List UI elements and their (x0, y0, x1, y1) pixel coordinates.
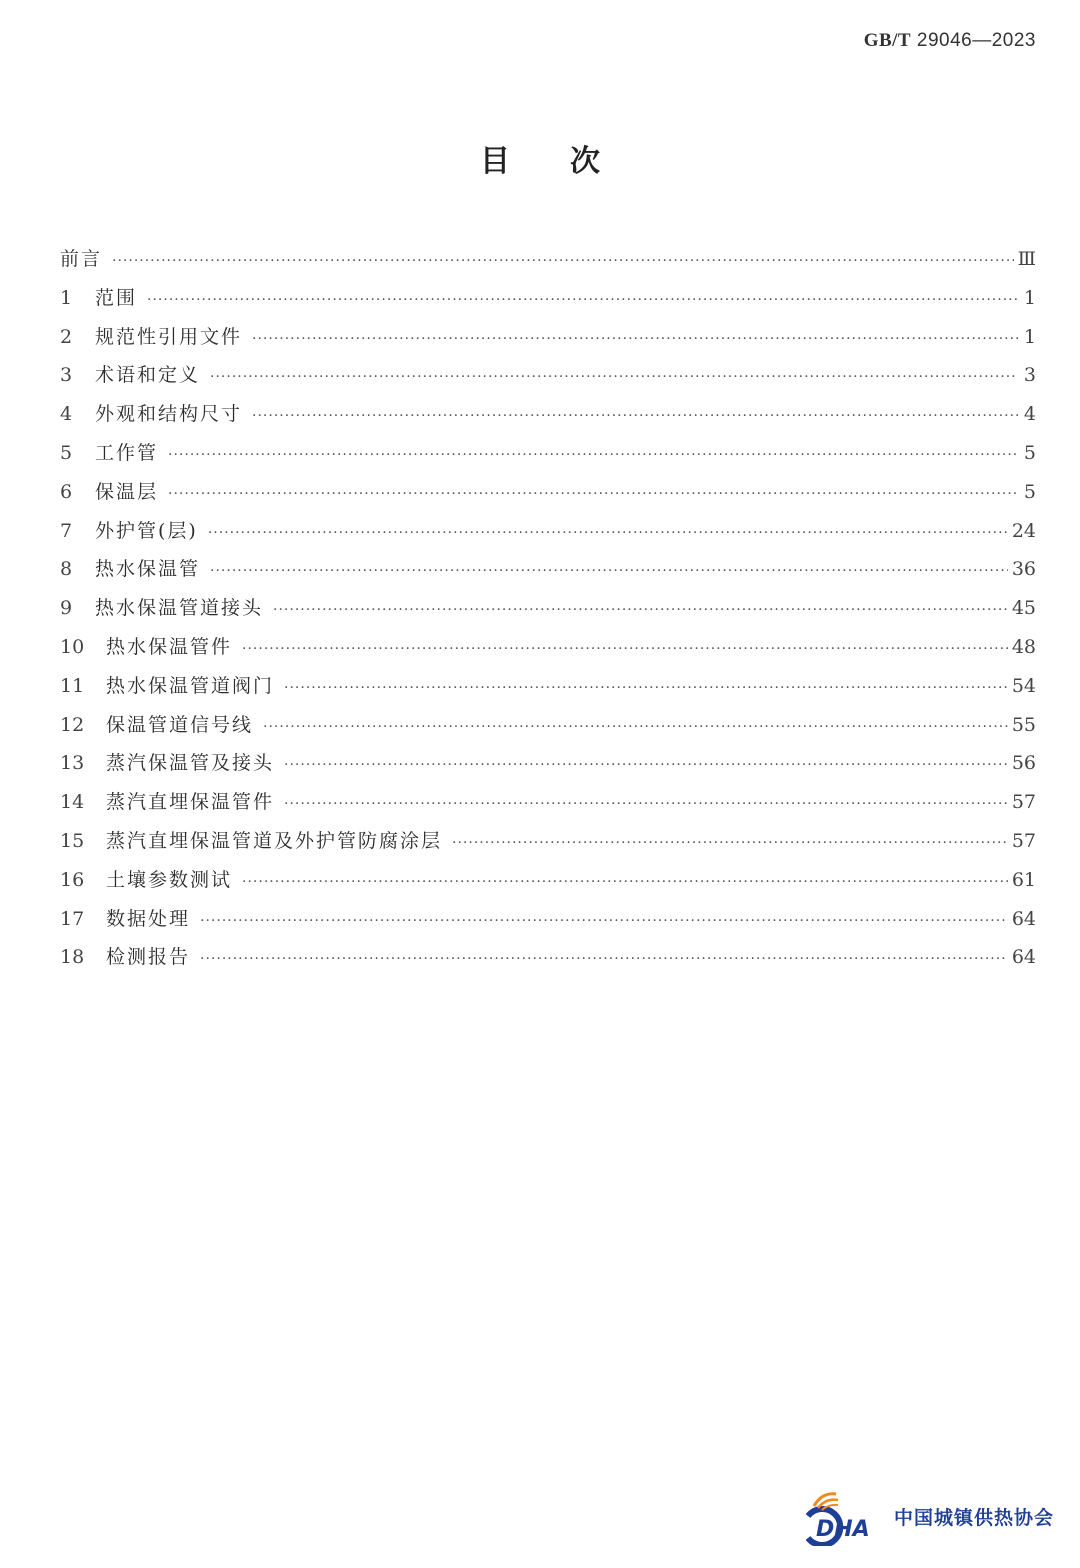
toc-entry[interactable] (60, 861, 1036, 900)
toc-entry-title: 术语和定义 (95, 364, 201, 387)
toc-entry[interactable] (60, 900, 1036, 939)
toc-entry-title: 热水保温管 (95, 558, 201, 581)
toc-entry-number: 10 (60, 635, 85, 658)
toc-dot-leader (252, 320, 1018, 359)
toc-entry-number: 9 (60, 597, 73, 620)
toc-entry-title: 蒸汽保温管及接头 (106, 752, 275, 775)
table-of-contents (60, 240, 1036, 977)
toc-entry[interactable] (60, 589, 1036, 628)
toc-entry-page: 36 (1011, 558, 1036, 581)
toc-entry-page: Ⅲ (1017, 248, 1036, 270)
toc-entry-title: 前言 (60, 248, 103, 270)
toc-entry-title: 范围 (95, 286, 138, 309)
toc-entry-title: 外观和结构尺寸 (95, 403, 243, 426)
toc-entry-page: 1 (1023, 325, 1036, 348)
toc-entry-title: 土壤参数测试 (106, 868, 233, 891)
toc-dot-leader (210, 358, 1018, 397)
toc-entry-page: 45 (1011, 597, 1036, 620)
toc-entry-title: 蒸汽直埋保温管件 (106, 791, 275, 814)
toc-entry[interactable] (60, 240, 1036, 279)
toc-dot-leader (200, 940, 1008, 979)
toc-entry-title: 工作管 (95, 441, 159, 464)
toc-entry-number: 16 (60, 868, 85, 891)
toc-dot-leader (112, 242, 1014, 281)
toc-entry-page: 1 (1023, 286, 1036, 309)
toc-entry-page: 56 (1011, 752, 1036, 775)
logo-letters: DHA (815, 1517, 870, 1542)
page-title: 目次 (480, 144, 660, 179)
standard-code (864, 30, 1036, 52)
dha-logo-icon (788, 1486, 888, 1546)
standard-prefix: GB/T (863, 30, 912, 51)
toc-dot-leader (147, 281, 1018, 320)
toc-entry-page: 5 (1023, 480, 1036, 503)
toc-entry-number: 14 (60, 791, 85, 814)
toc-entry-page: 48 (1011, 635, 1036, 658)
toc-entry-title: 数据处理 (106, 907, 191, 930)
toc-entry-number: 11 (60, 674, 85, 697)
toc-entry-page: 5 (1023, 441, 1036, 464)
toc-dot-leader (284, 669, 1008, 708)
toc-entry-title: 热水保温管件 (106, 635, 233, 658)
toc-entry-number: 15 (60, 829, 85, 852)
association-name: 中国城镇供热协会 (893, 1506, 1054, 1529)
toc-entry-number: 4 (60, 403, 73, 426)
toc-dot-leader (252, 397, 1018, 436)
toc-entry-page: 4 (1023, 403, 1036, 426)
toc-dot-leader (284, 746, 1008, 785)
toc-entry-number: 17 (60, 907, 85, 930)
toc-entry-page: 3 (1023, 364, 1036, 387)
toc-dot-leader (168, 436, 1018, 475)
toc-entry-page: 24 (1011, 519, 1036, 542)
toc-entry[interactable] (60, 667, 1036, 706)
toc-entry-number: 1 (60, 286, 73, 309)
toc-entry[interactable] (60, 395, 1036, 434)
toc-entry[interactable] (60, 706, 1036, 745)
toc-entry-number: 8 (60, 558, 73, 581)
toc-entry-title: 保温管道信号线 (106, 713, 254, 736)
toc-entry-number: 5 (60, 441, 73, 464)
toc-dot-leader (208, 514, 1008, 553)
toc-entry-title: 外护管(层) (95, 519, 198, 542)
toc-entry-title: 热水保温管道阀门 (106, 674, 275, 697)
toc-entry[interactable] (60, 512, 1036, 551)
toc-entry-page: 54 (1011, 674, 1036, 697)
toc-entry-number: 7 (60, 519, 73, 542)
toc-entry[interactable] (60, 318, 1036, 357)
toc-entry[interactable] (60, 938, 1036, 977)
toc-entry-page: 64 (1011, 907, 1036, 930)
toc-entry[interactable] (60, 628, 1036, 667)
toc-dot-leader (200, 902, 1008, 941)
toc-entry[interactable] (60, 434, 1036, 473)
toc-entry-number: 12 (60, 713, 85, 736)
toc-dot-leader (263, 708, 1008, 747)
toc-entry-number: 13 (60, 752, 85, 775)
toc-entry-title: 保温层 (95, 480, 159, 503)
standard-number: 29046—2023 (916, 30, 1036, 51)
toc-dot-leader (242, 863, 1008, 902)
toc-entry-title: 规范性引用文件 (95, 325, 243, 348)
toc-entry-number: 3 (60, 364, 73, 387)
toc-dot-leader (273, 591, 1008, 630)
toc-entry-page: 57 (1011, 829, 1036, 852)
toc-entry[interactable] (60, 822, 1036, 861)
toc-entry-page: 57 (1011, 791, 1036, 814)
toc-dot-leader (168, 475, 1018, 514)
toc-entry-page: 55 (1011, 713, 1036, 736)
toc-entry[interactable] (60, 783, 1036, 822)
toc-entry[interactable] (60, 279, 1036, 318)
toc-entry[interactable] (60, 550, 1036, 589)
toc-entry-title: 检测报告 (106, 946, 191, 969)
toc-dot-leader (284, 785, 1008, 824)
association-logo (788, 1486, 1054, 1546)
toc-entry-number: 2 (60, 325, 73, 348)
toc-entry-number: 18 (60, 946, 85, 969)
toc-entry-title: 蒸汽直埋保温管道及外护管防腐涂层 (106, 829, 443, 852)
toc-entry[interactable] (60, 356, 1036, 395)
toc-entry-page: 61 (1011, 868, 1036, 891)
toc-dot-leader (452, 824, 1008, 863)
toc-dot-leader (242, 630, 1008, 669)
toc-entry-title: 热水保温管道接头 (95, 597, 264, 620)
toc-dot-leader (210, 552, 1008, 591)
toc-entry-page: 64 (1011, 946, 1036, 969)
toc-entry-number: 6 (60, 480, 73, 503)
toc-entry[interactable] (60, 744, 1036, 783)
toc-entry[interactable] (60, 473, 1036, 512)
